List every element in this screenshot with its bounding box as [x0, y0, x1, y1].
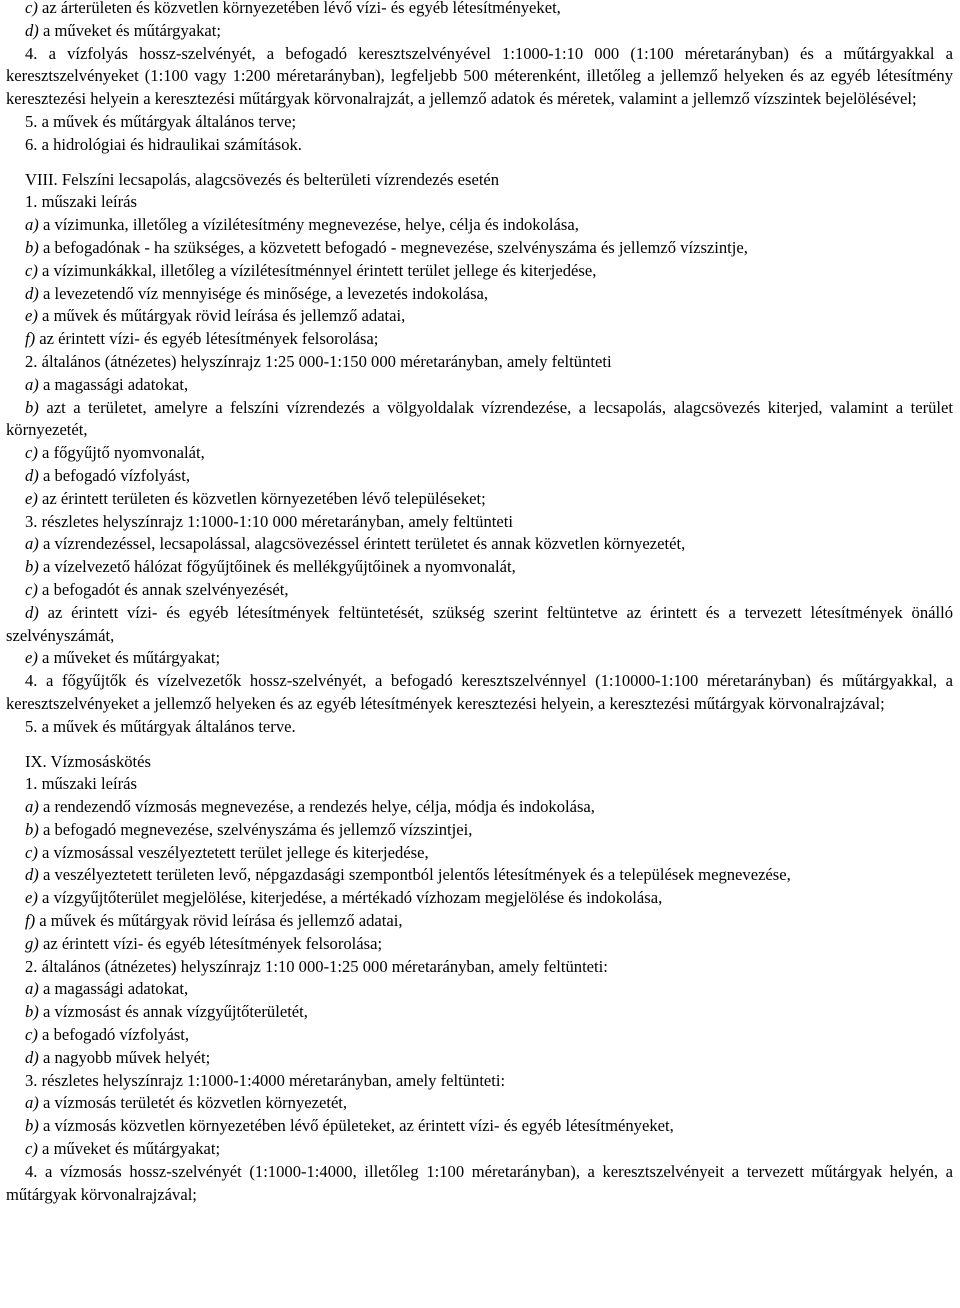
list-item — [6, 397, 953, 443]
paragraph-text: az érintett területen és közvetlen környezetében lévő településeket; — [37, 488, 486, 508]
paragraph — [6, 134, 953, 157]
paragraph-text: 2. általános (átnézetes) helyszínrajz 1:25 000-1:150 000 méretarányban, amely feltünteti — [25, 351, 612, 371]
paragraph-text: IX. Vízmosáskötés — [25, 751, 151, 771]
item-label: d) — [25, 465, 39, 485]
paragraph-text: a vízrendezéssel, lecsapolással, alagcsövezéssel érintett területet és annak közvetlen környezetét, — [38, 534, 686, 554]
item-label: c) — [25, 1139, 38, 1159]
paragraph — [6, 111, 953, 134]
item-label: c) — [25, 579, 38, 599]
paragraph-text: a vízimunka, illetőleg a vízilétesítmény megnevezése, helye, célja és indokolása, — [38, 215, 579, 235]
section-heading — [6, 751, 953, 774]
item-label: c) — [25, 1025, 38, 1045]
paragraph-text: 4. a vízmosás hossz-szelvényét (1:1000-1:4000, illetőleg 1:100 méretarányban), a keresztszelvényeit a tervezett műtárgyak helyén, a műtárgyak körvonalrajzával; — [6, 1161, 953, 1204]
list-item — [6, 864, 953, 887]
paragraph-text: a vízgyűjtőterület megjelölése, kiterjedése, a mértékadó vízhozam megjelölése és indokolása, — [37, 888, 663, 908]
paragraph-text: a magassági adatokat, — [38, 374, 189, 394]
paragraph-text: a befogadó vízfolyást, — [37, 1025, 190, 1045]
list-item — [6, 305, 953, 328]
list-item — [6, 602, 953, 648]
paragraph — [6, 956, 953, 979]
item-label: f) — [25, 911, 36, 931]
list-item — [6, 842, 953, 865]
item-label: d) — [25, 20, 39, 40]
list-item — [6, 887, 953, 910]
item-label: e) — [25, 648, 38, 668]
list-item — [6, 1024, 953, 1047]
list-item — [6, 978, 953, 1001]
item-label: c) — [25, 443, 38, 463]
list-item — [6, 260, 953, 283]
paragraph-text: 1. műszaki leírás — [25, 774, 137, 794]
paragraph-text: a műveket és műtárgyakat; — [37, 648, 221, 668]
paragraph — [6, 351, 953, 374]
paragraph-text: a vízmosás területét és közvetlen környezetét, — [38, 1093, 348, 1113]
list-item — [6, 283, 953, 306]
item-label: c) — [25, 260, 38, 280]
item-label: c) — [25, 842, 38, 862]
paragraph-text: a vízmosás közvetlen környezetében lévő épületeket, az érintett vízi- és egyéb létesítményeket, — [38, 1116, 674, 1136]
item-label: a) — [25, 374, 39, 394]
item-label: a) — [25, 979, 39, 999]
paragraph-text: az érintett vízi- és egyéb létesítmények feltüntetését, szükség szerint feltüntetve az érintett és a tervezett létesítmények önálló szelvényszámát, — [6, 602, 953, 645]
list-item — [6, 533, 953, 556]
item-label: e) — [25, 488, 38, 508]
item-label: d) — [25, 865, 39, 885]
list-item — [6, 465, 953, 488]
item-label: b) — [25, 1116, 39, 1136]
paragraph-text: 4. a vízfolyás hossz-szelvényét, a befogadó keresztszelvényével 1:1000-1:10 000 (1:100 méretarányban) és a műtárgyakkal a keresztszelvényeket (1:100 vagy 1:200 méretarányban), legfeljebb 500 méterenként, illetőleg a jellemző helyeken és az egyéb létesítmény keresztezési helyein a keresztezési műtárgyak körvonalrajzát, a jellemző adatok és méretek, valamint a jellemző vízszintek bejelölésével; — [6, 43, 953, 109]
paragraph-text: a nagyobb művek helyét; — [38, 1047, 211, 1067]
paragraph-text: a vízmosást és annak vízgyűjtőterületét, — [38, 1002, 308, 1022]
paragraph-text: a vízmosással veszélyeztetett terület jellege és kiterjedése, — [37, 842, 429, 862]
paragraph — [6, 1070, 953, 1093]
paragraph-text: az érintett vízi- és egyéb létesítmények felsorolása; — [38, 933, 383, 953]
list-item — [6, 796, 953, 819]
item-label: a) — [25, 534, 39, 554]
list-item — [6, 237, 953, 260]
paragraph-text: a veszélyeztetett területen levő, népgazdasági szempontból jelentős létesítmények és a települések megnevezése, — [38, 865, 791, 885]
list-item — [6, 1047, 953, 1070]
list-item — [6, 1001, 953, 1024]
paragraph-text: 5. a művek és műtárgyak általános terve. — [25, 716, 296, 736]
paragraph-text: a művek és műtárgyak rövid leírása és jellemző adatai, — [35, 911, 403, 931]
paragraph-text: a befogadót és annak szelvényezését, — [37, 579, 289, 599]
list-item — [6, 488, 953, 511]
list-item — [6, 579, 953, 602]
paragraph-text: a műveket és műtárgyakat; — [37, 1139, 221, 1159]
item-label: e) — [25, 888, 38, 908]
paragraph-text: a főgyűjtő nyomvonalát, — [37, 443, 205, 463]
paragraph-text: 3. részletes helyszínrajz 1:1000-1:10 000 méretarányban, amely feltünteti — [25, 511, 513, 531]
section-heading — [6, 169, 953, 192]
paragraph — [6, 511, 953, 534]
paragraph — [6, 43, 953, 111]
list-item — [6, 647, 953, 670]
paragraph — [6, 716, 953, 739]
list-item — [6, 556, 953, 579]
paragraph-text: 6. a hidrológiai és hidraulikai számítások. — [25, 134, 302, 154]
list-item — [6, 328, 953, 351]
item-label: a) — [25, 215, 39, 235]
paragraph-text: a vízelvezető hálózat főgyűjtőinek és mellékgyűjtőinek a nyomvonalát, — [38, 557, 516, 577]
item-label: d) — [25, 602, 39, 622]
paragraph — [6, 191, 953, 214]
paragraph-text: a befogadó vízfolyást, — [38, 465, 190, 485]
list-item — [6, 442, 953, 465]
item-label: b) — [25, 819, 39, 839]
paragraph-text: 3. részletes helyszínrajz 1:1000-1:4000 méretarányban, amely feltünteti: — [25, 1070, 506, 1090]
paragraph-text: azt a területet, amelyre a felszíni vízrendezés a völgyoldalak vízrendezése, a lecsapolás, alagcsövezés kiterjed, valamint a terület környezetét, — [6, 397, 953, 440]
paragraph-text: 4. a főgyűjtők és vízelvezetők hossz-szelvényét, a befogadó keresztszelvénnyel (1:10000-1:100 méretarányban) és műtárgyakkal, a keresztszelvényeket a jellemző helyeken és az egyéb létesítmények keresztezési helyein, a keresztezési műtárgyak körvonalrajzával; — [6, 671, 953, 713]
item-label: a) — [25, 797, 39, 817]
item-label: d) — [25, 283, 39, 303]
paragraph-text: a befogadónak - ha szükséges, a közvetett befogadó - megnevezése, szelvényszáma és jellemző vízszintje, — [38, 237, 748, 257]
item-label: g) — [25, 933, 39, 953]
paragraph-text: a vízimunkákkal, illetőleg a vízilétesítménnyel érintett terület jellege és kiterjedése, — [37, 260, 597, 280]
paragraph — [6, 670, 953, 716]
item-label: a) — [25, 1093, 39, 1113]
item-label: b) — [25, 397, 39, 417]
list-item — [6, 214, 953, 237]
paragraph-text: 2. általános (átnézetes) helyszínrajz 1:10 000-1:25 000 méretarányban, amely feltünteti: — [25, 956, 608, 976]
item-label: b) — [25, 237, 39, 257]
paragraph — [6, 1161, 953, 1207]
paragraph-text: a művek és műtárgyak rövid leírása és jellemző adatai, — [37, 306, 406, 326]
paragraph-text: a műveket és műtárgyakat; — [38, 20, 221, 40]
paragraph-text: az árterületen és közvetlen környezetében lévő vízi- és egyéb létesítményeket, — [37, 0, 561, 17]
paragraph-text: az érintett vízi- és egyéb létesítmények felsorolása; — [35, 329, 379, 349]
list-item — [6, 819, 953, 842]
list-item — [6, 1092, 953, 1115]
paragraph-text: 1. műszaki leírás — [25, 192, 137, 212]
paragraph-text: a befogadó megnevezése, szelvényszáma és jellemző vízszintjei, — [38, 819, 473, 839]
paragraph-text: a rendezendő vízmosás megnevezése, a rendezés helye, célja, módja és indokolása, — [38, 797, 595, 817]
list-item — [6, 374, 953, 397]
paragraph-text: 5. a művek és műtárgyak általános terve; — [25, 111, 297, 131]
list-item — [6, 20, 953, 43]
item-label: b) — [25, 557, 39, 577]
list-item — [6, 910, 953, 933]
list-item — [6, 933, 953, 956]
paragraph-text: a levezetendő víz mennyisége és minősége, a levezetés indokolása, — [38, 283, 489, 303]
item-label: f) — [25, 329, 36, 349]
item-label: e) — [25, 306, 38, 326]
paragraph — [6, 773, 953, 796]
item-label: d) — [25, 1047, 39, 1067]
item-label: b) — [25, 1002, 39, 1022]
paragraph-text: VIII. Felszíni lecsapolás, alagcsövezés és belterületi vízrendezés esetén — [25, 169, 500, 189]
list-item — [6, 1138, 953, 1161]
paragraph-text: a magassági adatokat, — [38, 979, 189, 999]
list-item — [6, 0, 953, 20]
item-label: c) — [25, 0, 38, 17]
list-item — [6, 1115, 953, 1138]
